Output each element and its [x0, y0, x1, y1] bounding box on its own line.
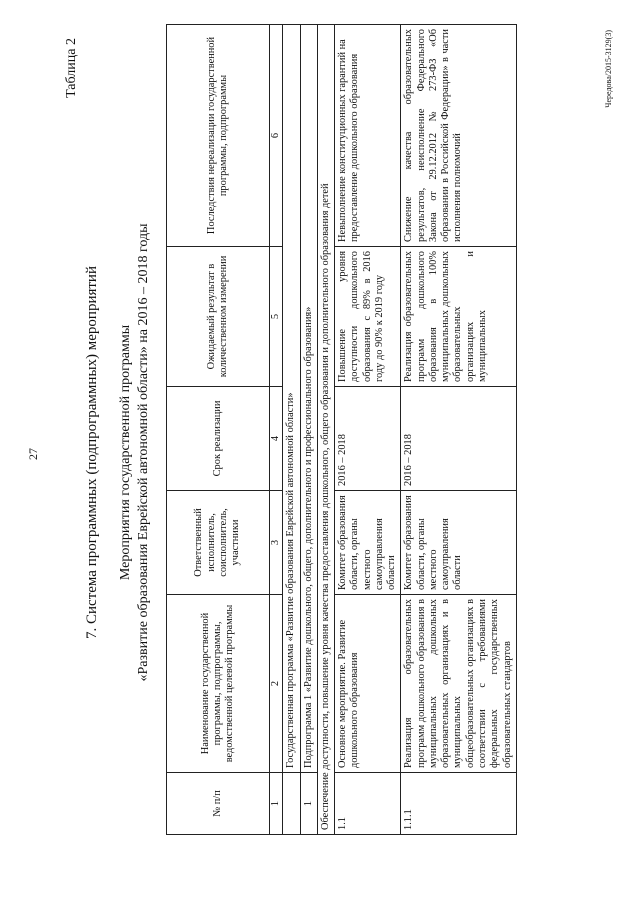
table-row — [335, 25, 401, 835]
row-executor: Комитет образования области, органы местного самоуправления области — [401, 491, 516, 595]
column-number: 4 — [270, 387, 283, 491]
header-consequences: Последствия нереализации государственной программы, подпрограммы — [167, 25, 270, 247]
subprogram-row — [300, 25, 317, 835]
row-period: 2016 – 2018 — [335, 387, 401, 491]
header-result: Ожидаемый результат в количественном измерении — [167, 247, 270, 387]
header-executor: Ответственный исполнитель, соисполнитель, участники — [167, 491, 270, 595]
subprogram-num: 1 — [300, 773, 317, 835]
goal-text: Обеспечение доступности, повышение уровня качества предоставления дошкольного, общего образования и дополнительного образования детей — [317, 25, 334, 835]
column-number-row — [270, 25, 283, 835]
row-num: 1.1 — [335, 773, 401, 835]
program-num — [283, 773, 300, 835]
row-result: Повышение уровня доступности дошкольного образования с 89% в 2016 году до 90% к 2019 году — [335, 247, 401, 387]
footer-code: Чередова/2015-3129(3) — [604, 30, 613, 108]
table-label: Таблица 2 — [64, 38, 79, 98]
header-row — [167, 25, 270, 835]
program-row — [283, 25, 300, 835]
row-period: 2016 – 2018 — [401, 387, 516, 491]
column-number: 3 — [270, 491, 283, 595]
column-number: 1 — [270, 773, 283, 835]
row-num: 1.1.1 — [401, 773, 516, 835]
row-executor: Комитет образования области, органы местного самоуправления области — [335, 491, 401, 595]
header-name: Наименование государственной программы, подпрограммы, ведомственной целевой программы — [167, 595, 270, 773]
row-consequences: Снижение качества образовательных результатов, неисполнение Федерального Закона от 29.12.2012 № 273-ФЗ «Об образовании в Российской Федерации» в части исполнения полномочий — [403, 29, 464, 242]
row-consequences-cell — [401, 25, 516, 247]
row-name: Реализация образовательных программ дошкольного образования в муниципальных дошкольных образовательных организациях и в муниципальных общеобразовательных организациях в соответствии с требованиями федеральных государственных образовательных стандартов — [401, 595, 516, 773]
row-consequences: Невыполнение конституционных гарантий на предоставление дошкольного образования — [335, 25, 401, 247]
row-name: Основное мероприятие. Развитие дошкольного образования — [335, 595, 401, 773]
measures-table — [166, 24, 517, 835]
column-number: 2 — [270, 595, 283, 773]
page-number: 27 — [26, 448, 40, 460]
goal-row — [317, 25, 334, 835]
section-title: 7. Система программных (подпрограммных) мероприятий — [84, 266, 100, 639]
row-result: Реализация образовательных программ дошкольного образования в 100% муниципальных дошкольных образовательных организациях и муниципальных — [403, 251, 488, 382]
program-title: Государственная программа «Развитие образования Еврейской автономной области» — [283, 25, 300, 773]
header-num: № п/п — [167, 773, 270, 835]
subprogram-title: Подпрограмма 1 «Развитие дошкольного, общего, дополнительного и профессионального образования» — [300, 25, 317, 773]
header-period: Срок реализации — [167, 387, 270, 491]
subtitle-line-1: Мероприятия государственной программы — [118, 324, 133, 581]
table-row — [401, 25, 516, 835]
row-result-cell — [401, 247, 516, 387]
column-number: 6 — [270, 25, 283, 247]
subtitle-line-2: «Развитие образования Еврейской автономной области» на 2016 – 2018 годы — [136, 223, 151, 682]
column-number: 5 — [270, 247, 283, 387]
